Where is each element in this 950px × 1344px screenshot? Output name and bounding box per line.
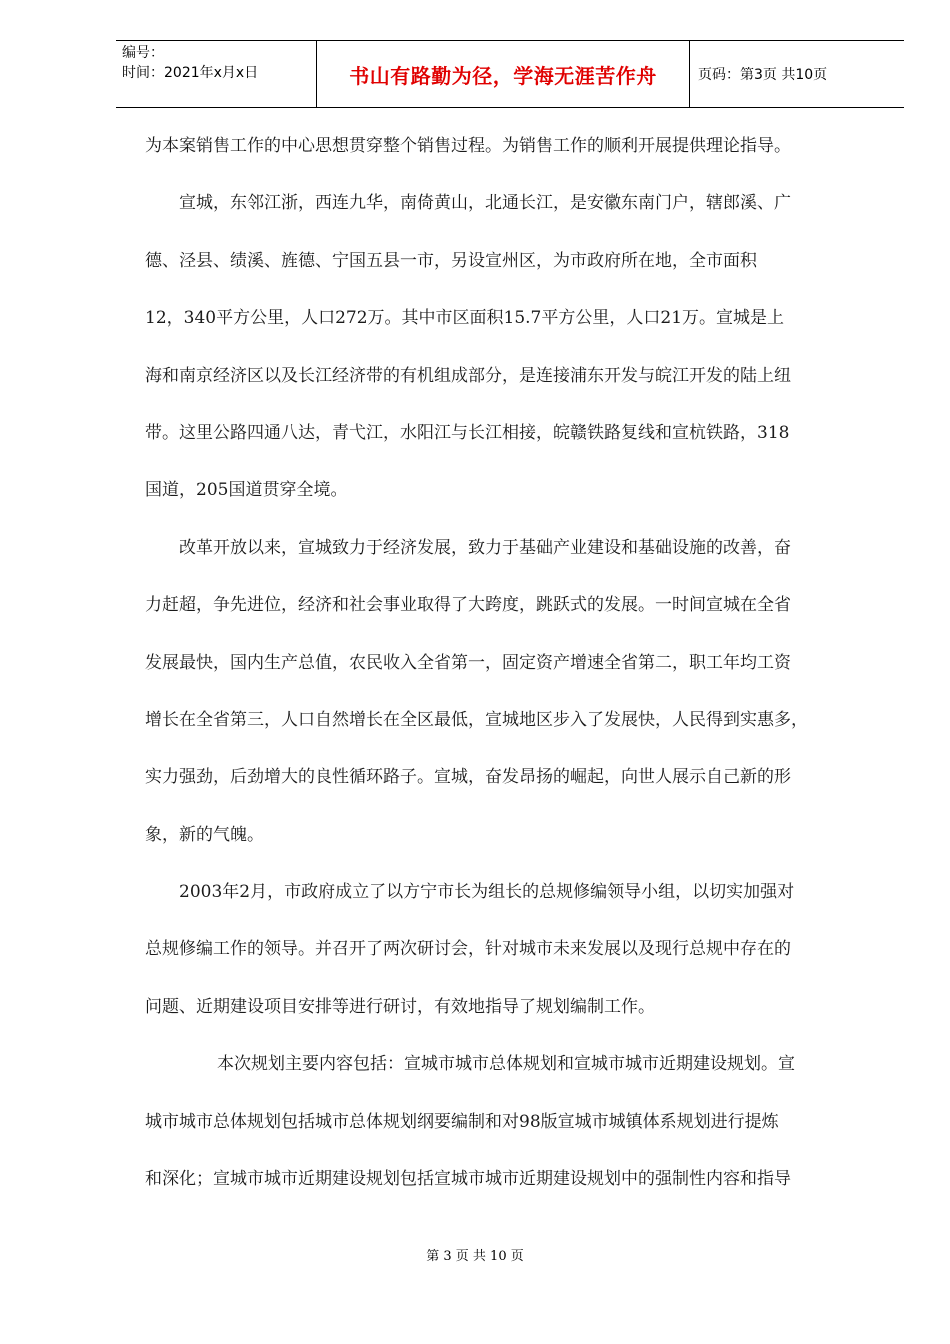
text-line: 象，新的气魄。 <box>145 824 264 845</box>
text-line: 海和南京经济区以及长江经济带的有机组成部分，是连接浦东开发与皖江开发的陆上纽 <box>145 365 791 386</box>
text-line: 和深化；宣城市城市近期建设规划包括宣城市城市近期建设规划中的强制性内容和指导 <box>145 1169 791 1190</box>
text-line: 为本案销售工作的中心思想贯穿整个销售过程。为销售工作的顺利开展提供理论指导。 <box>145 136 791 156</box>
text-line: 宣城，东邻江浙，西连九华，南倚黄山，北通长江，是安徽东南门户，辖郎溪、广 <box>179 193 791 214</box>
page-header <box>116 40 904 108</box>
document-body <box>145 118 885 1208</box>
text-line: 12，340平方公里，人口272万。其中市区面积15.7平方公里，人口21万。宣城是上 <box>145 308 785 329</box>
text-line: 问题、近期建设项目安排等进行研讨，有效地指导了规划编制工作。 <box>145 996 655 1017</box>
page-footer: 第 3 页 共 10 页 <box>426 1249 524 1264</box>
text-line: 2003年2月，市政府成立了以方宁市长为组长的总规修编领导小组，以切实加强对 <box>179 882 795 903</box>
text-line: 改革开放以来，宣城致力于经济发展，致力于基础产业建设和基础设施的改善，奋 <box>179 537 791 558</box>
text-line: 力赶超，争先进位，经济和社会事业取得了大跨度，跳跃式的发展。一时间宣城在全省 <box>145 595 791 616</box>
text-line: 实力强劲，后劲增大的良性循环路子。宣城，奋发昂扬的崛起，向世人展示自己新的形 <box>145 767 791 788</box>
text-line: 城市城市总体规划包括城市总体规划纲要编制和对98版宣城市城镇体系规划进行提炼 <box>145 1111 779 1132</box>
header-meta <box>116 41 316 107</box>
text-line: 本次规划主要内容包括：宣城市城市总体规划和宣城市城市近期建设规划。宣 <box>217 1054 795 1075</box>
header-page-info: 页码：第3页 共10页 <box>698 67 828 83</box>
text-line: 发展最快，国内生产总值，农民收入全省第一，固定资产增速全省第二，职工年均工资 <box>145 652 791 673</box>
text-line: 带。这里公路四通八达，青弋江，水阳江与长江相接，皖赣铁路复线和宣杭铁路，318 <box>145 422 790 443</box>
document-number-label: 编号： <box>122 45 164 61</box>
document-time-label: 时间：2021年x月x日 <box>122 65 259 81</box>
text-line: 总规修编工作的领导。并召开了两次研讨会，针对城市未来发展以及现行总规中存在的 <box>145 939 791 960</box>
header-motto: 书山有路勤为径，学海无涯苦作舟 <box>316 41 690 107</box>
text-line: 国道，205国道贯穿全境。 <box>145 480 348 501</box>
text-line: 增长在全省第三，人口自然增长在全区最低，宣城地区步入了发展快，人民得到实惠多， <box>145 709 808 730</box>
text-line: 德、泾县、绩溪、旌德、宁国五县一市，另设宣州区，为市政府所在地，全市面积 <box>145 250 757 271</box>
